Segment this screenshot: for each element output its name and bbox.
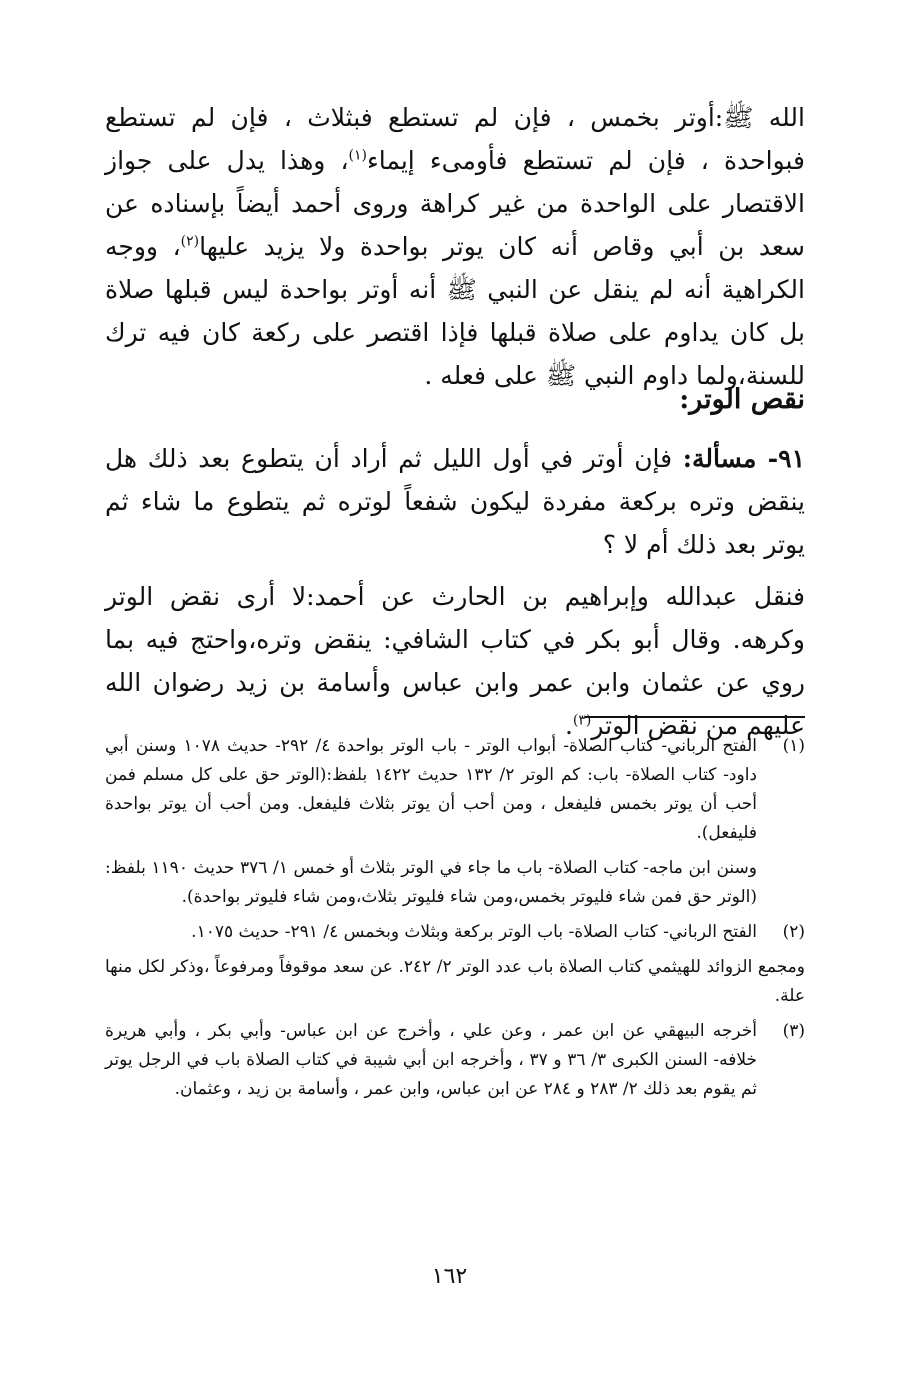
footnote-3 [105, 1017, 805, 1104]
page-number: ١٦٢ [431, 1264, 468, 1289]
footnote-1 [105, 732, 805, 848]
footnote-1-text: الفتح الرباني- كتاب الصلاة- أبواب الوتر - باب الوتر بواحدة ٤/ ٢٩٢- حديث ١٠٧٨ وسنن أبي داود- كتاب الصلاة- باب: كم الوتر ٢/ ١٣٢ حديث ١٤٢٢ بلفظ:(الوتر حق على كل مسلم فمن أحب أن يوتر بخمس فليفعل ، ومن أحب أن يوتر بثلاث فليفعل. ومن أحب أن يوتر بواحدة فليفعل). [105, 736, 757, 843]
footnote-1-number: (١) [782, 736, 805, 756]
issue-text: فإن أوتر في أول الليل ثم أراد أن يتطوع بعد ذلك هل ينقض وتره بركعة مفردة ليكون شفعاً لوتره ثم يتطوع ما شاء ثم يوتر بعد ذلك أم لا ؟ [105, 444, 805, 559]
footnote-2-text: الفتح الرباني- كتاب الصلاة- باب الوتر بركعة وبثلاث وبخمس ٤/ ٢٩١- حديث ١٠٧٥. [191, 922, 757, 942]
paragraph-3-text: فنقل عبدالله وإبراهيم بن الحارث عن أحمد:لا أرى نقض الوتر وكرهه. وقال أبو بكر في كتاب الشافي: ينقض وتره،واحتج فيه بما روي عن عثمان وابن عمر وابن عباس وأسامة بن زيد رضوان الله عليهم من نقض الوتر [105, 582, 805, 740]
footnote-2-continuation: ومجمع الزوائد للهيثمي كتاب الصلاة باب عدد الوتر ٢/ ٢٤٢. عن سعد موقوفاً ومرفوعاً ،وذكر لكل منها علة. [105, 957, 805, 1006]
section-heading: نقص الوتر: [679, 384, 805, 415]
footnote-ref-1: (١) [348, 147, 368, 164]
paragraph-1-text: الله ﷺ:أوتر بخمس ، فإن لم تستطع فبثلاث ، فإن لم تستطع فبواحدة ، فإن لم تستطع فأومىء إيماء [105, 103, 805, 175]
footnotes-section [105, 732, 805, 1110]
footnote-3-number: (٣) [782, 1021, 805, 1041]
footnote-ref-2: (٢) [180, 233, 200, 250]
paragraph-1b-text: ، وهذا يدل على جواز الاقتصار على الواحدة من غير كراهة وروى أحمد أيضاً بإسناده عن سعد بن أبي وقاص أنه كان يوتر بواحدة ولا يزيد عليها [105, 146, 805, 261]
paragraph-1c-text: ، ووجه الكراهية أنه لم ينقل عن النبي ﷺ أنه أوتر بواحدة ليس قبلها صلاة بل كان يداوم على صلاة قبلها فإذا اقتصر على ركعة كان فيه ترك للسنة،ولما داوم النبي ﷺ على فعله . [105, 232, 805, 390]
issue-paragraph [105, 437, 805, 566]
issue-number: ٩١- مسألة: [682, 444, 805, 473]
paragraph-reply [105, 575, 805, 747]
footnote-3-text: أخرجه البيهقي عن ابن عمر ، وعن علي ، وأخرج عن ابن عباس- وأبي بكر ، وأبي هريرة خلافه- السنن الكبرى ٣/ ٣٦ و ٣٧ ، وأخرجه ابن أبي شيبة في كتاب الصلاة باب في الرجل يوتر ثم يقوم بعد ذلك ٢/ ٢٨٣ و ٢٨٤ عن ابن عباس، وابن عمر ، وأسامة بن زيد ، وعثمان. [105, 1021, 757, 1099]
footnote-2 [105, 918, 805, 947]
footnote-ref-3: (٣) [572, 712, 592, 729]
paragraph-3-end: . [564, 711, 573, 740]
paragraph-opening [105, 96, 805, 397]
footnote-2-number: (٢) [782, 922, 805, 942]
footnote-separator [585, 716, 805, 718]
footnote-1-continuation: وسنن ابن ماجه- كتاب الصلاة- باب ما جاء في الوتر بثلاث أو خمس ١/ ٣٧٦ حديث ١١٩٠ بلفظ: (الوتر حق فمن شاء فليوتر بخمس،ومن شاء فليوتر بثلاث،ومن شاء فليوتر بواحدة). [105, 858, 757, 907]
